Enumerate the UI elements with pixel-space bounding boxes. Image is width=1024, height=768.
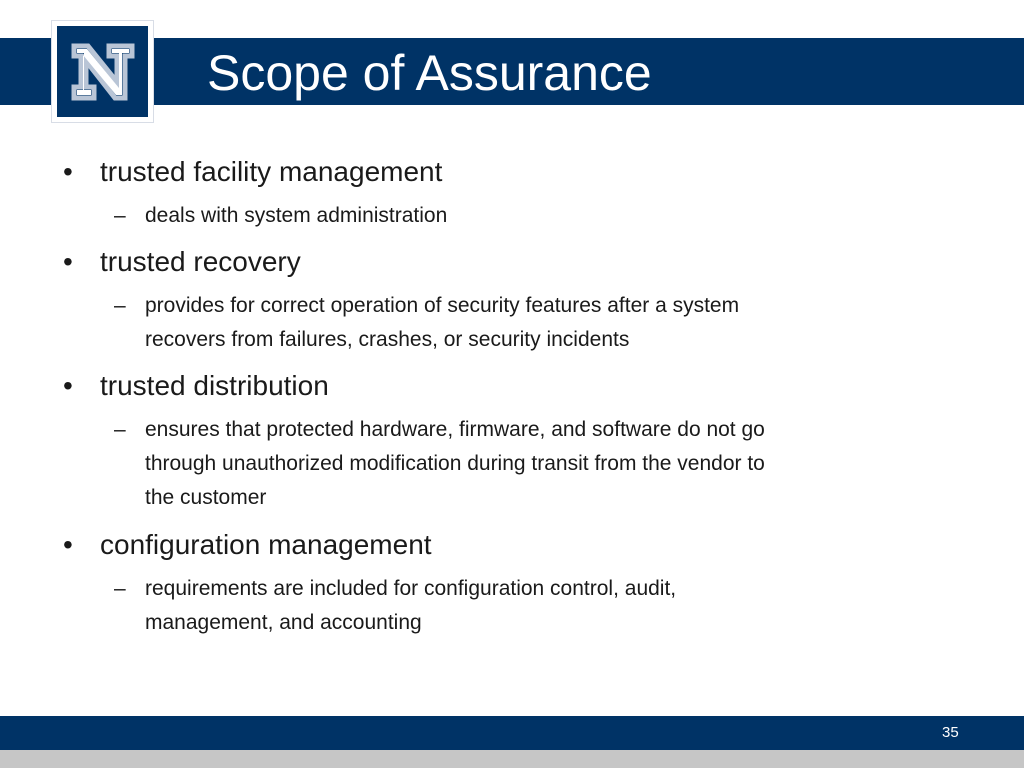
bullet-icon: • (63, 156, 73, 187)
bullet-icon: • (63, 370, 73, 401)
dash-icon: – (114, 577, 126, 600)
slide-title: Scope of Assurance (207, 45, 652, 101)
sub-bullet-line: the customer (145, 486, 267, 509)
dash-icon: – (114, 418, 126, 441)
sub-bullet-line: deals with system administration (145, 204, 448, 227)
footer-bar (0, 716, 1024, 750)
bullet-icon: • (63, 246, 73, 277)
bullet-item: trusted facility management (100, 156, 443, 187)
sub-bullet-line: recovers from failures, crashes, or security incidents (145, 328, 630, 351)
page-number: 35 (942, 724, 959, 741)
sub-bullet-line: requirements are included for configuration control, audit, (145, 577, 677, 600)
dash-icon: – (114, 204, 126, 227)
bullet-item: trusted distribution (100, 370, 329, 401)
dash-icon: – (114, 294, 126, 317)
sub-bullet-line: through unauthorized modification during transit from the vendor to (145, 452, 765, 475)
bullet-item: configuration management (100, 529, 432, 560)
sub-bullet-line: ensures that protected hardware, firmware, and software do not go (145, 418, 765, 441)
footer-gray-strip (0, 750, 1024, 768)
sub-bullet-line: provides for correct operation of security features after a system (145, 294, 740, 317)
bullet-item: trusted recovery (100, 246, 301, 277)
bullet-icon: • (63, 529, 73, 560)
sub-bullet-line: management, and accounting (145, 611, 422, 634)
